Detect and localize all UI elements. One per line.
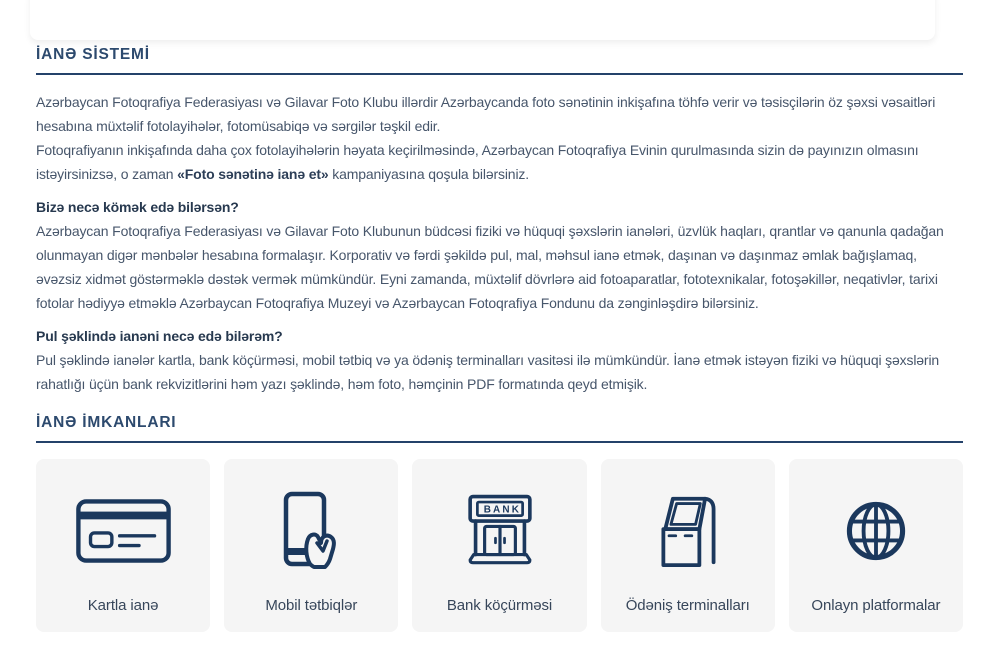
section-title-donation-options: İANƏ İMKANLARI [36, 414, 963, 443]
money-answer: Pul şəklində ianələr kartla, bank köçürməsi, mobil tətbiq və ya ödəniş terminalları vasitəsi ilə mümkündür. İanə etmək istəyən fiziki və hüquqi şəxslərin rahatlığı üçün bank rekvizitlərini həm yazı şəklində, həm foto, həmçinin PDF formatında qeyd etmişik. [36, 352, 940, 392]
bank-sign-label: BANK [483, 504, 521, 516]
mobile-app-icon [224, 459, 398, 597]
card-label: Bank köçürməsi [446, 597, 553, 614]
help-answer: Azərbaycan Fotoqrafiya Federasiyası və Gilavar Foto Klubunun büdcəsi fiziki və hüquqi şəxslərin ianələri, üzvlük haqları, qrantlar və qanunla qadağan olunmayan digər mənbələr hesabına formalaşır. Korporativ və fərdi şəkildə pul, mal, məhsul ianə etmək, daşınan və daşınmaz əmlak bağışlamaq, əvəzsiz xidmət göstərməklə dəstək vermək mümkündür. Eyni zamanda, müxtəlif dövrlərə aid fotoaparatlar, fototexnikalar, fotoşəkillər, neqativlər, tarixi fotolar hədiyyə etməklə Azərbaycan Fotoqrafiya Muzeyi və Azərbaycan Fotoqrafiya Fondunu da zənginləşdirə bilərsiniz. [36, 223, 944, 311]
money-question-block [36, 324, 963, 396]
card-label: Onlayn platformalar [811, 597, 941, 614]
section-title-donation-system: İANƏ SİSTEMİ [36, 46, 963, 75]
intro-text-block [36, 90, 963, 396]
card-donate-by-card[interactable] [36, 459, 210, 632]
main-content [36, 46, 963, 632]
card-label: Ödəniş terminalları [625, 597, 750, 614]
bank-icon [412, 459, 586, 597]
card-online-platforms[interactable] [789, 459, 963, 632]
card-label: Kartla ianə [87, 597, 159, 614]
card-bank-transfer[interactable] [412, 459, 586, 632]
payment-terminal-icon [601, 459, 775, 597]
help-question: Bizə necə kömək edə bilərsən? [36, 199, 239, 215]
help-question-block [36, 195, 963, 315]
intro-paragraph-2 [36, 138, 963, 186]
campaign-name-bold: «Foto sənətinə ianə et» [177, 166, 329, 182]
intro-paragraph-2-post: kampaniyasına qoşula bilərsiniz. [328, 166, 529, 182]
money-question: Pul şəklində ianəni necə edə bilərəm? [36, 328, 283, 344]
intro-paragraph-2-pre: Fotoqrafiyanın inkişafında daha çox fotolayihələrin həyata keçirilməsində, Azərbaycan Fotoqrafiya Evinin qurulmasında sizin də payınızın olmasını istəyirsinizsə, o zaman [36, 142, 919, 182]
card-label: Mobil tətbiqlər [265, 597, 358, 614]
globe-icon [789, 459, 963, 597]
donation-option-cards [36, 459, 963, 632]
previous-section-shadow [30, 0, 935, 40]
intro-paragraph-1: Azərbaycan Fotoqrafiya Federasiyası və Gilavar Foto Klubu illərdir Azərbaycanda foto sənətinin inkişafına töhfə verir və təsisçilərin öz şəxsi vəsaitləri hesabına müxtəlif fotolayihələr, fotomüsabiqə və sərgilər təşkil edir. [36, 94, 936, 134]
credit-card-icon [36, 459, 210, 597]
card-payment-terminals[interactable] [601, 459, 775, 632]
card-mobile-apps[interactable] [224, 459, 398, 632]
